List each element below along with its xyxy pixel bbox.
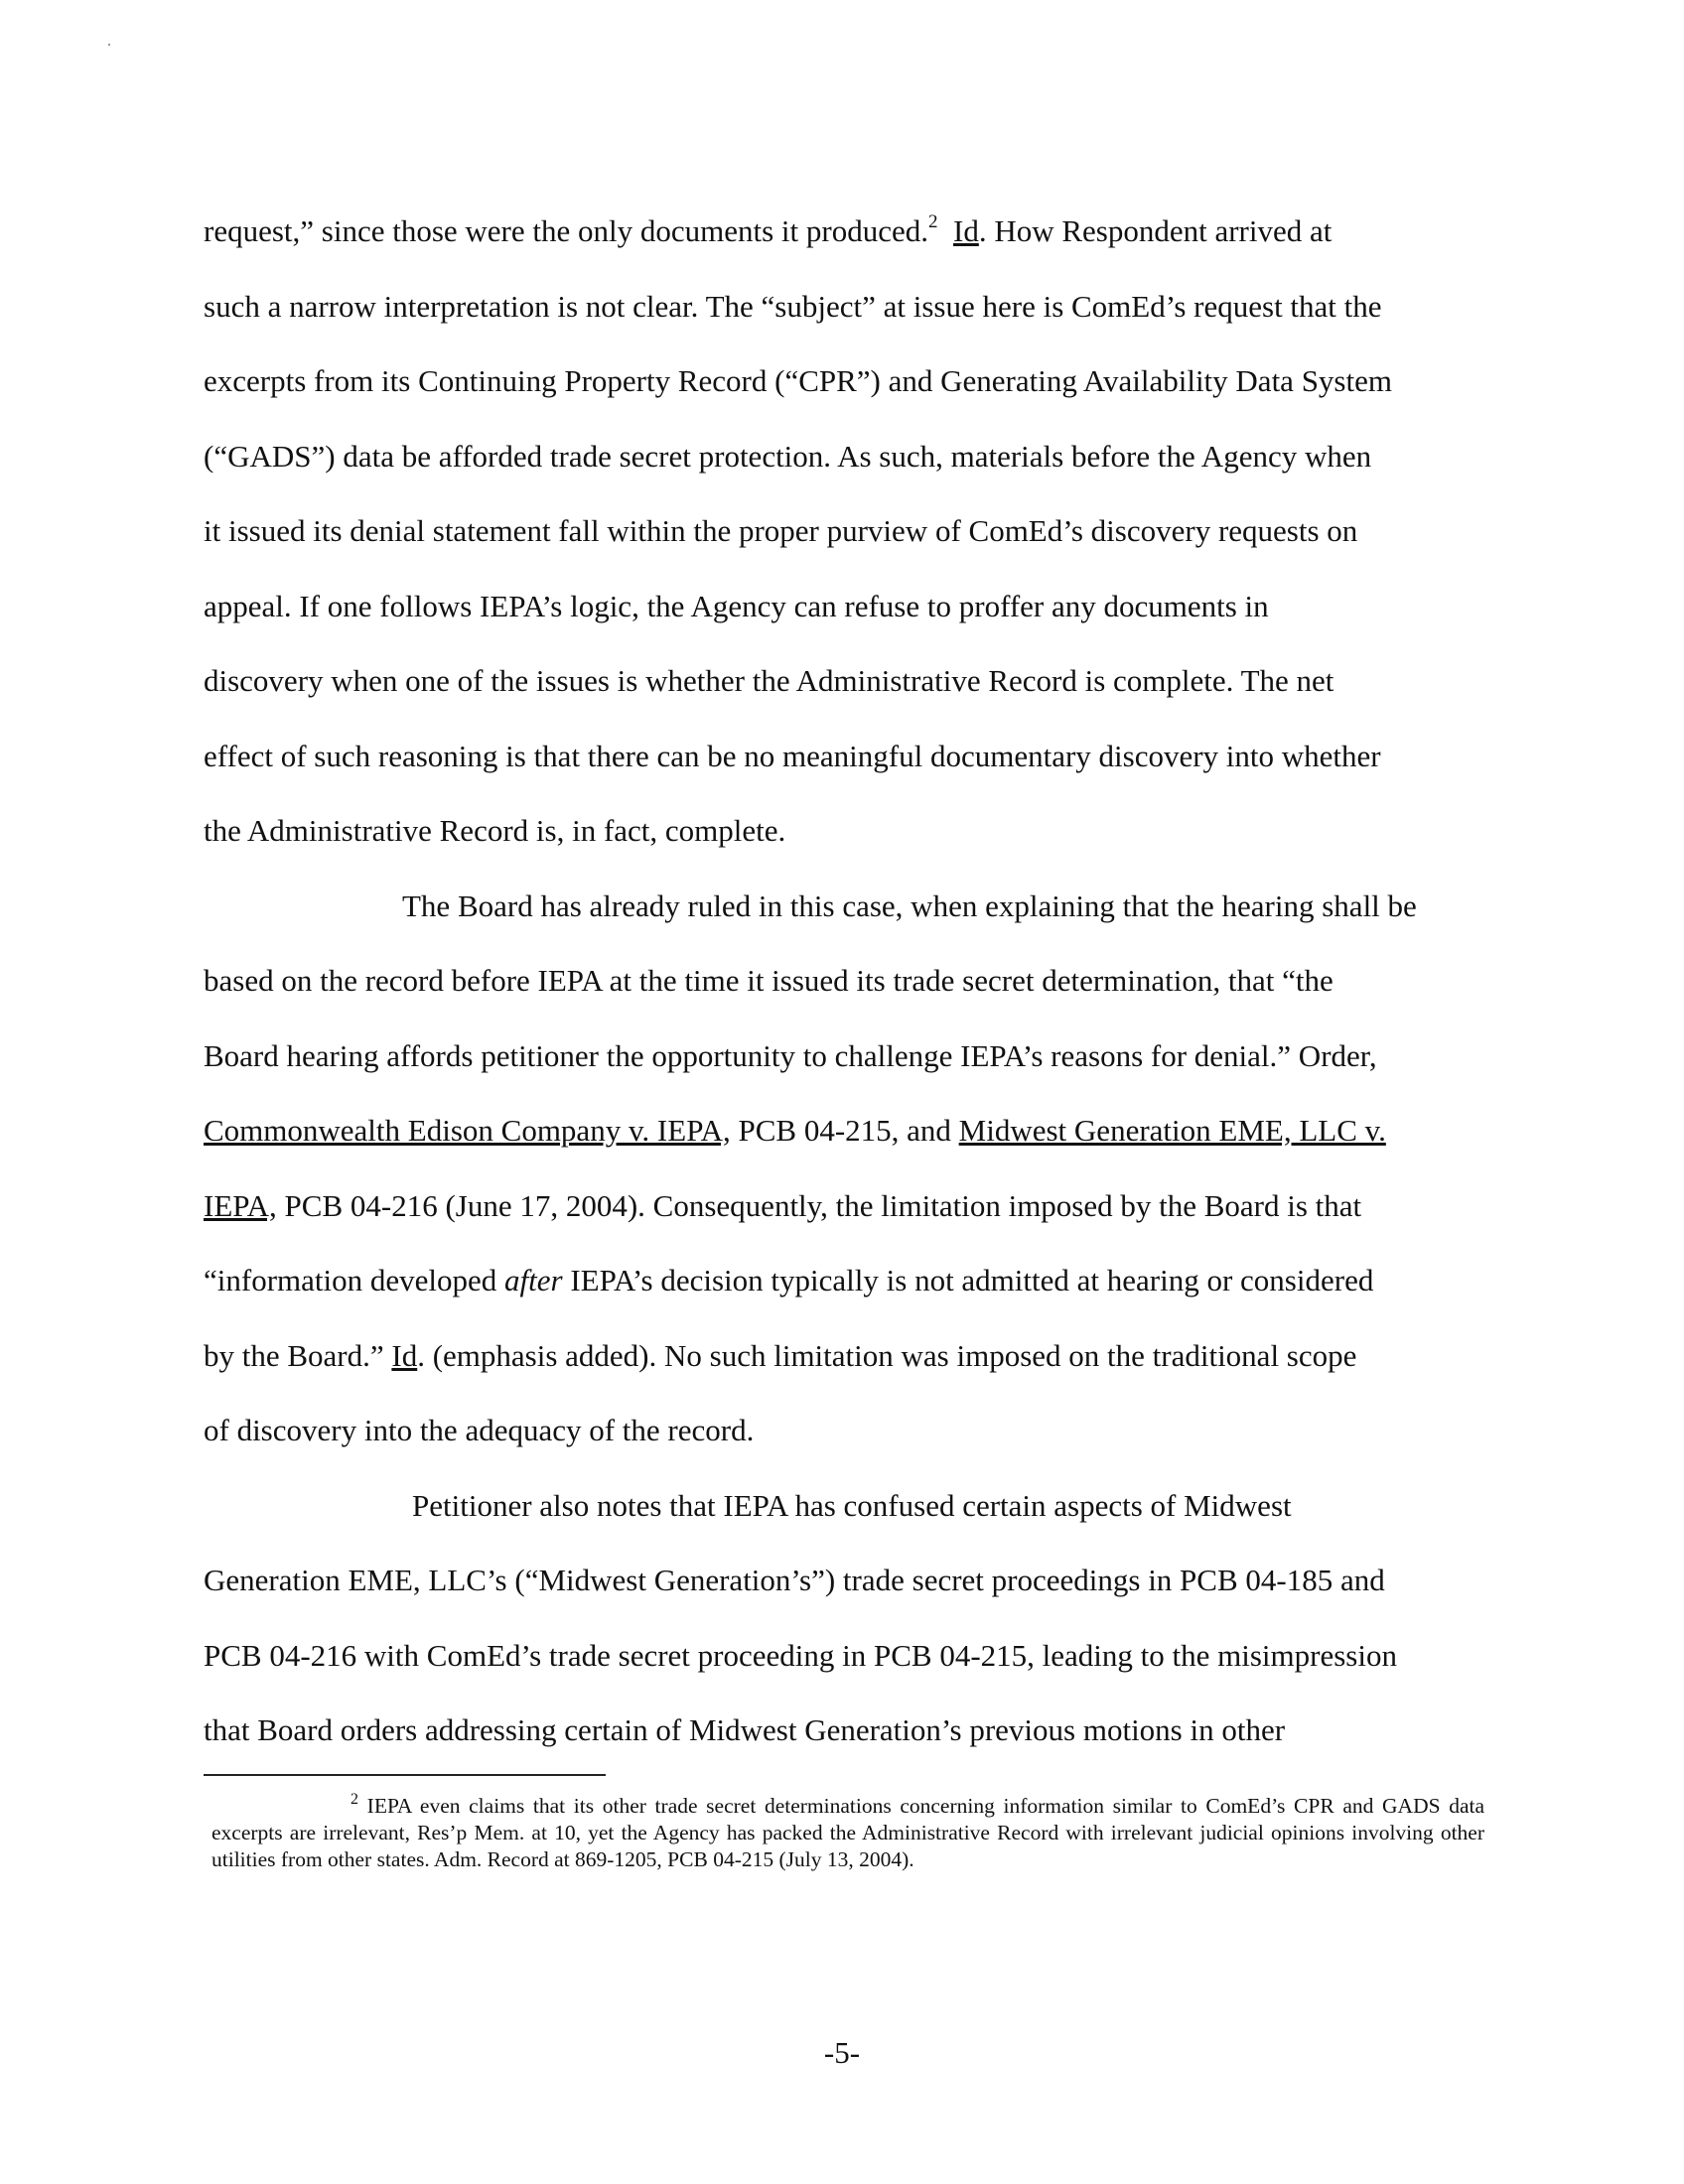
text-segment: . (emphasis added). No such limitation was imposed on the traditional scope [417, 1337, 1357, 1373]
text-line: excerpts from its Continuing Property Record (“CPR”) and Generating Availability Data System [204, 363, 1392, 398]
page-number: -5- [823, 2035, 861, 2070]
text-line: Generation EME, LLC’s (“Midwest Generation’s”) trade secret proceedings in PCB 04-185 and [204, 1563, 1385, 1597]
text-line: such a narrow interpretation is not clear. The “subject” at issue here is ComEd’s request that the [204, 288, 1382, 324]
body-text [204, 194, 1484, 1768]
scan-artifact-dot [108, 44, 110, 46]
text-line: based on the record before IEPA at the time it issued its trade secret determination, that “the [204, 963, 1333, 998]
case-citation: Midwest Generation EME, LLC v. [958, 1113, 1386, 1148]
text-segment: PCB 04-216 (June 17, 2004). Consequently, the limitation imposed by the Board is that [276, 1187, 1362, 1223]
text-line: appeal. If one follows IEPA’s logic, the Agency can refuse to proffer any documents in [204, 588, 1269, 623]
text-line: Petitioner also notes that IEPA has confused certain aspects of Midwest [412, 1487, 1292, 1523]
citation-id: Id [391, 1337, 418, 1373]
text-line: of discovery into the adequacy of the record. [204, 1413, 755, 1447]
text-segment: PCB 04-215, and [730, 1113, 959, 1148]
paragraph-1 [204, 194, 1484, 869]
paragraph-2 [204, 869, 1484, 1468]
text-segment: . How Respondent arrived at [978, 213, 1333, 248]
footnote [211, 1793, 1484, 1873]
footnote-text: IEPA even claims that its other trade secret determinations concerning information similar to ComEd’s CPR and GADS data excerpts are irrelevant, Res’p Mem. at 10, yet the Agency has packed the Administrative Record with irrelevant judicial opinions involving other utilities from other states. Adm. Record at 869-1205, PCB 04-215 (July 13, 2004). [211, 1794, 1485, 1871]
paragraph-3 [204, 1468, 1484, 1768]
footnote-separator [204, 1774, 606, 1776]
text-line: it issued its denial statement fall within the proper purview of ComEd’s discovery requests on [204, 513, 1358, 548]
text-line: the Administrative Record is, in fact, complete. [204, 813, 786, 848]
case-citation: Commonwealth Edison Company v. IEPA, [204, 1113, 731, 1148]
footnote-number: 2 [351, 1791, 358, 1808]
footnote-reference: 2 [928, 211, 938, 232]
text-line [204, 1243, 1484, 1318]
text-line [204, 1318, 1484, 1394]
case-citation: IEPA, [204, 1187, 277, 1223]
text-line: that Board orders addressing certain of Midwest Generation’s previous motions in other [204, 1712, 1286, 1747]
text-line: The Board has already ruled in this case, when explaining that the hearing shall be [402, 887, 1417, 923]
text-line: PCB 04-216 with ComEd’s trade secret proceeding in PCB 04-215, leading to the misimpression [204, 1637, 1397, 1673]
text-line: Board hearing affords petitioner the opportunity to challenge IEPA’s reasons for denial.” Order, [204, 1037, 1377, 1073]
text-segment: by the Board.” [204, 1337, 392, 1373]
text-line [204, 194, 1484, 269]
text-line: (“GADS”) data be afforded trade secret protection. As such, materials before the Agency when [204, 438, 1372, 474]
text-line: discovery when one of the issues is whether the Administrative Record is complete. The net [204, 663, 1334, 698]
text-segment: request,” since those were the only documents it produced. [204, 213, 928, 248]
text-line: effect of such reasoning is that there can be no meaningful documentary discovery into whether [204, 738, 1381, 773]
text-segment: “information developed [204, 1263, 505, 1297]
text-segment: IEPA’s decision typically is not admitted at hearing or considered [562, 1263, 1374, 1297]
citation-id: Id [953, 213, 979, 248]
text-line [204, 1168, 1484, 1244]
emphasis-text: after [504, 1263, 563, 1297]
text-line [204, 1093, 1484, 1168]
